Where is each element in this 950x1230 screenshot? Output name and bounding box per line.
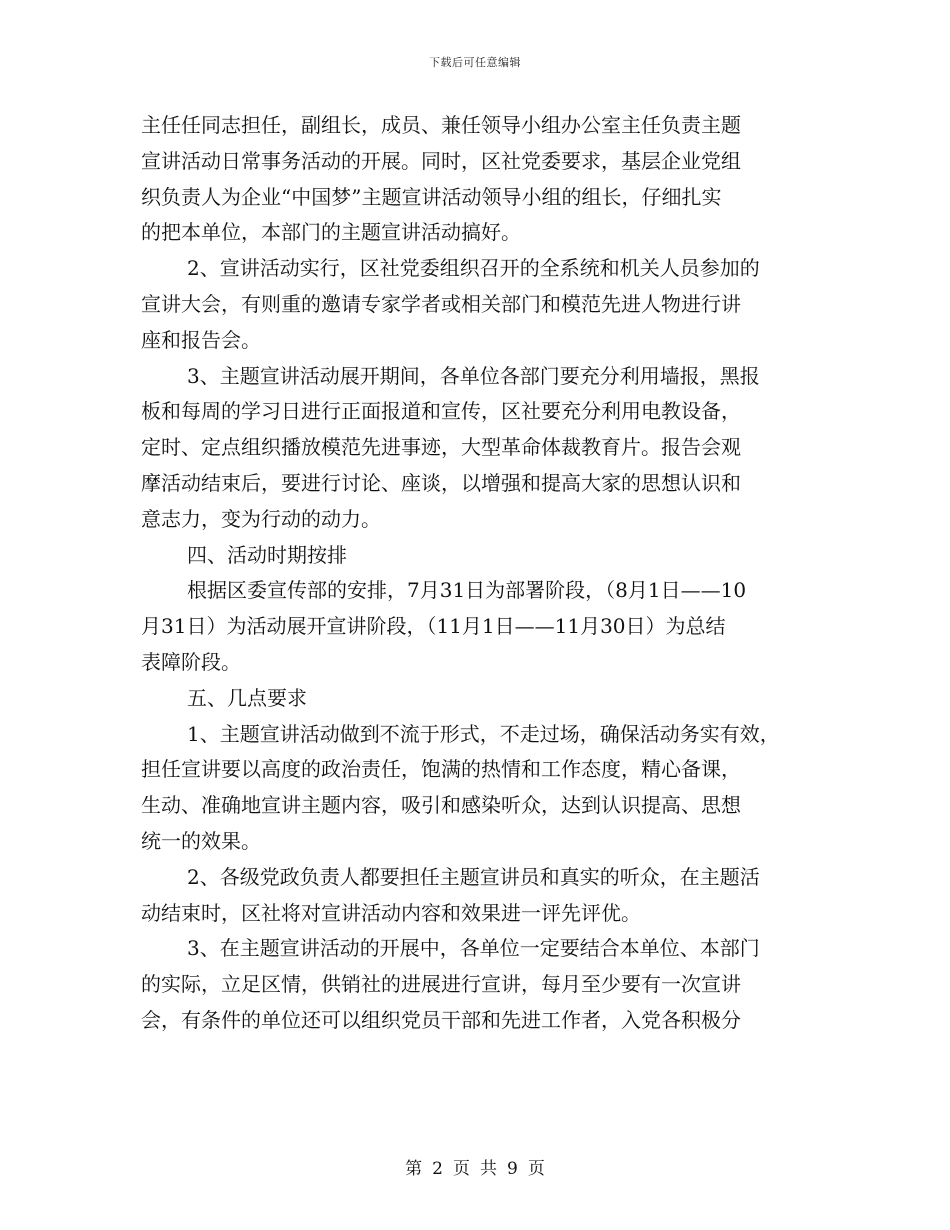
page-footer: [0, 1154, 950, 1179]
text-line: 板和每周的学习日进行正面报道和宣传，区社要充分利用电教设备，: [141, 399, 741, 424]
text-line: 宣讲大会，有则重的邀请专家学者或相关部门和模范先进人物进行讲: [141, 291, 741, 316]
text-line: 织负责人为企业“中国梦”主题宣讲活动领导小组的组长，仔细扎实: [141, 184, 722, 209]
page-label-suffix: 页: [527, 1159, 545, 1179]
text-line: 会，有条件的单位还可以组织党员干部和先进工作者，入党各积极分: [141, 1007, 741, 1032]
section-heading: 四、活动时期按排: [187, 542, 347, 567]
document-body: [141, 108, 821, 1039]
page-label-prefix: 第: [405, 1159, 423, 1179]
text-line: 生动、准确地宣讲主题内容，吸引和感染听众，达到认识提高、思想: [141, 793, 741, 818]
text-line: 的把本单位，本部门的主题宣讲活动搞好。: [141, 220, 521, 245]
text-line: 表障阶段。: [141, 649, 241, 674]
page-label-total-prefix: 共: [480, 1159, 497, 1179]
text-line: 主任任同志担任，副组长，成员、兼任领导小组办公室主任负责主题: [141, 113, 741, 137]
text-line: 统一的效果。: [141, 828, 261, 853]
text-line: 宣讲活动日常事务活动的开展。同时，区社党委要求，基层企业党组: [141, 148, 741, 173]
text-line: 定时、定点组织播放模范先进事迹，大型革命体裁教育片。报告会观: [141, 435, 741, 460]
text-line: 3、主题宣讲活动展开期间，各单位各部门要充分利用墙报，黑报: [187, 363, 760, 388]
text-line: 担任宣讲要以高度的政治责任，饱满的热情和工作态度，精心备课，: [141, 757, 741, 782]
page-label-mid: 页: [453, 1159, 470, 1179]
page-total: 9: [507, 1159, 518, 1179]
text-line: 2、宣讲活动实行，区社党委组织召开的全系统和机关人员参加的: [187, 256, 760, 281]
page-current: 2: [432, 1159, 443, 1179]
text-line: 摩活动结束后，要进行讨论、座谈，以增强和提高大家的思想认识和: [141, 470, 741, 495]
page-header: 下载后可任意编辑: [429, 56, 521, 69]
text-line: 动结束时，区社将对宣讲活动内容和效果进一评先评优。: [141, 900, 641, 925]
text-line: 的实际，立足区情，供销社的进展进行宣讲，每月至少要有一次宣讲: [141, 972, 741, 997]
text-line: 3、在主题宣讲活动的开展中，各单位一定要结合本单位、本部门: [187, 936, 760, 961]
text-line: 座和报告会。: [141, 327, 261, 352]
text-line: 根据区委宣传部的安排，7月31日为部署阶段，（8月1日——10: [187, 578, 747, 603]
text-line: 1、主题宣讲活动做到不流于形式，不走过场，确保活动务实有效，: [187, 721, 780, 746]
text-line: 月31日）为活动展开宣讲阶段，（11月1日——11月30日）为总结: [141, 614, 726, 639]
section-heading: 五、几点要求: [187, 685, 307, 710]
text-line: 2、各级党政负责人都要担任主题宣讲员和真实的听众，在主题活: [187, 864, 760, 889]
text-line: 意志力，变为行动的动力。: [141, 506, 381, 531]
